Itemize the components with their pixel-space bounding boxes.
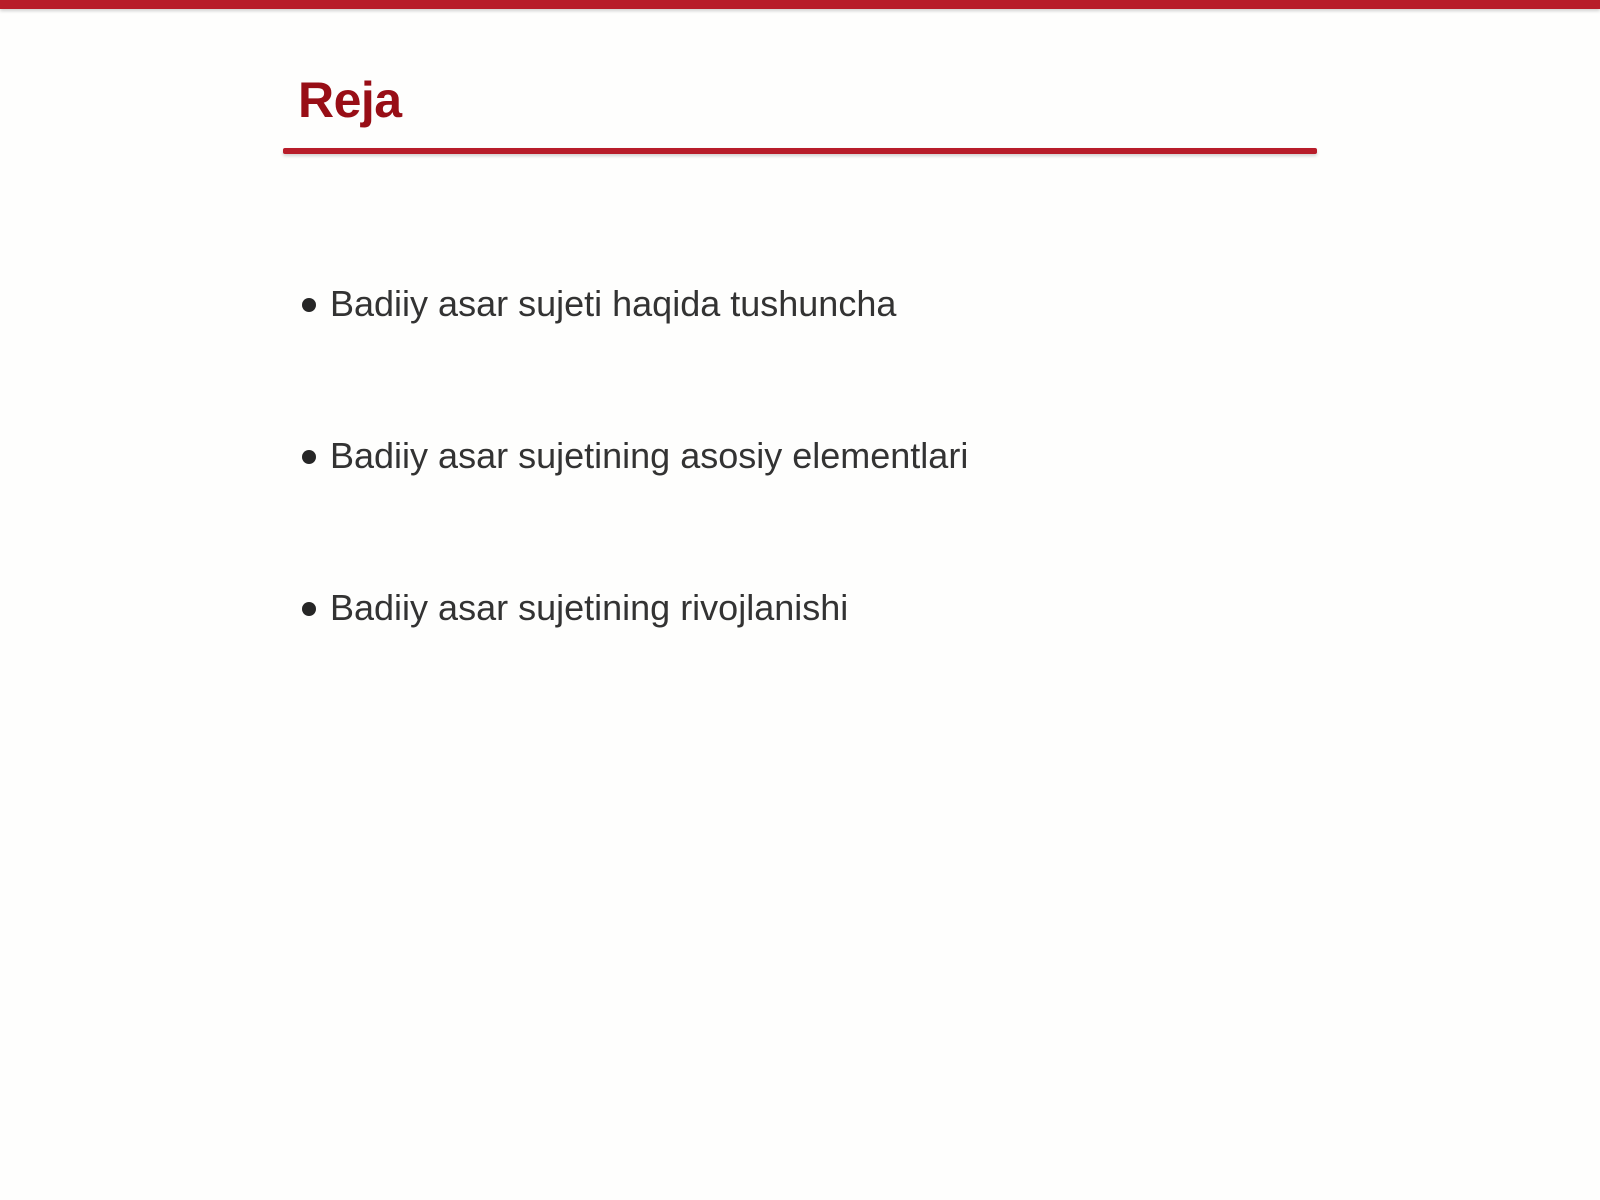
- slide-title: Reja: [298, 72, 402, 128]
- top-accent-bar: [0, 0, 1600, 9]
- bullet-text: Badiiy asar sujeti haqida tushuncha: [330, 283, 897, 324]
- title-underline: [283, 148, 1317, 154]
- bullet-dot-icon: [302, 450, 316, 464]
- bullet-text: Badiiy asar sujetining rivojlanishi: [330, 587, 849, 628]
- bullet-dot-icon: [302, 602, 316, 616]
- bullet-text: Badiiy asar sujetining asosiy elementlari: [330, 435, 969, 476]
- bullet-dot-icon: [302, 298, 316, 312]
